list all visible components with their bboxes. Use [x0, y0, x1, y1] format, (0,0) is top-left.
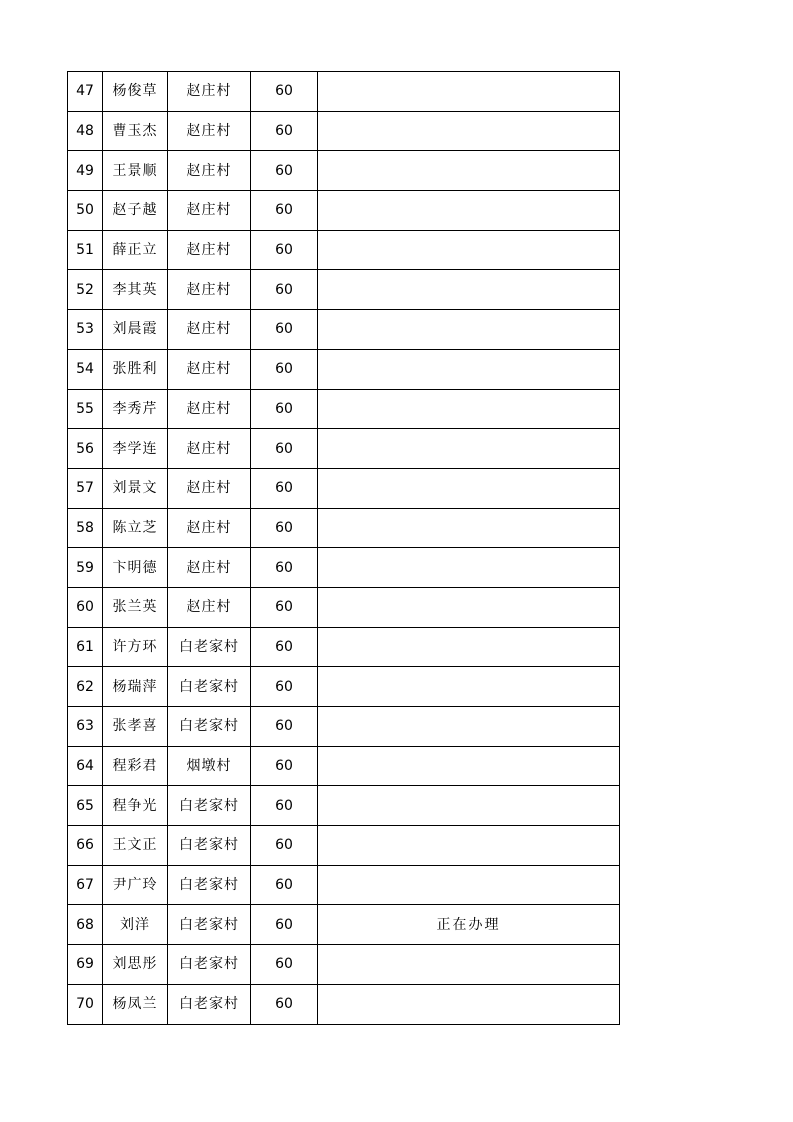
- row-number-cell: 68: [68, 905, 103, 945]
- note-cell: [318, 865, 620, 905]
- amount-cell: 60: [251, 707, 318, 747]
- table-row: [68, 865, 620, 905]
- village-cell: 烟墩村: [168, 746, 251, 786]
- name-cell: 张兰英: [103, 587, 168, 627]
- name-cell: 陈立芝: [103, 508, 168, 548]
- village-cell: 赵庄村: [168, 548, 251, 588]
- name-cell: 赵子越: [103, 191, 168, 231]
- table-row: [68, 905, 620, 945]
- village-cell: 赵庄村: [168, 508, 251, 548]
- village-cell: 白老家村: [168, 627, 251, 667]
- row-number-cell: 66: [68, 826, 103, 866]
- amount-cell: 60: [251, 230, 318, 270]
- amount-cell: 60: [251, 270, 318, 310]
- name-cell: 李秀芹: [103, 389, 168, 429]
- row-number-cell: 60: [68, 587, 103, 627]
- note-cell: [318, 151, 620, 191]
- name-cell: 杨俊草: [103, 72, 168, 112]
- name-cell: 杨瑞萍: [103, 667, 168, 707]
- village-cell: 赵庄村: [168, 429, 251, 469]
- village-cell: 赵庄村: [168, 349, 251, 389]
- village-cell: 白老家村: [168, 786, 251, 826]
- note-cell: [318, 945, 620, 985]
- row-number-cell: 67: [68, 865, 103, 905]
- note-cell: 正在办理: [318, 905, 620, 945]
- table-row: [68, 310, 620, 350]
- note-cell: [318, 191, 620, 231]
- amount-cell: 60: [251, 826, 318, 866]
- village-cell: 白老家村: [168, 984, 251, 1024]
- roster-table: [67, 71, 620, 1025]
- village-cell: 赵庄村: [168, 151, 251, 191]
- note-cell: [318, 429, 620, 469]
- village-cell: 白老家村: [168, 707, 251, 747]
- note-cell: [318, 548, 620, 588]
- roster-table-body: [68, 72, 620, 1025]
- row-number-cell: 64: [68, 746, 103, 786]
- note-cell: [318, 72, 620, 112]
- note-cell: [318, 587, 620, 627]
- table-row: [68, 984, 620, 1024]
- note-cell: [318, 667, 620, 707]
- name-cell: 刘洋: [103, 905, 168, 945]
- village-cell: 赵庄村: [168, 587, 251, 627]
- table-row: [68, 667, 620, 707]
- row-number-cell: 69: [68, 945, 103, 985]
- row-number-cell: 53: [68, 310, 103, 350]
- amount-cell: 60: [251, 627, 318, 667]
- amount-cell: 60: [251, 429, 318, 469]
- village-cell: 白老家村: [168, 905, 251, 945]
- table-row: [68, 468, 620, 508]
- row-number-cell: 59: [68, 548, 103, 588]
- amount-cell: 60: [251, 72, 318, 112]
- village-cell: 赵庄村: [168, 310, 251, 350]
- name-cell: 李其英: [103, 270, 168, 310]
- village-cell: 赵庄村: [168, 389, 251, 429]
- name-cell: 尹广玲: [103, 865, 168, 905]
- name-cell: 李学连: [103, 429, 168, 469]
- row-number-cell: 48: [68, 111, 103, 151]
- table-row: [68, 111, 620, 151]
- note-cell: [318, 230, 620, 270]
- row-number-cell: 47: [68, 72, 103, 112]
- name-cell: 王文正: [103, 826, 168, 866]
- table-row: [68, 945, 620, 985]
- amount-cell: 60: [251, 151, 318, 191]
- note-cell: [318, 627, 620, 667]
- amount-cell: 60: [251, 865, 318, 905]
- village-cell: 赵庄村: [168, 191, 251, 231]
- note-cell: [318, 468, 620, 508]
- name-cell: 刘晨霞: [103, 310, 168, 350]
- row-number-cell: 70: [68, 984, 103, 1024]
- row-number-cell: 63: [68, 707, 103, 747]
- amount-cell: 60: [251, 508, 318, 548]
- row-number-cell: 57: [68, 468, 103, 508]
- amount-cell: 60: [251, 548, 318, 588]
- row-number-cell: 56: [68, 429, 103, 469]
- note-cell: [318, 310, 620, 350]
- table-row: [68, 270, 620, 310]
- name-cell: 程争光: [103, 786, 168, 826]
- amount-cell: 60: [251, 984, 318, 1024]
- table-row: [68, 508, 620, 548]
- name-cell: 曹玉杰: [103, 111, 168, 151]
- row-number-cell: 52: [68, 270, 103, 310]
- table-row: [68, 548, 620, 588]
- note-cell: [318, 746, 620, 786]
- table-row: [68, 230, 620, 270]
- row-number-cell: 65: [68, 786, 103, 826]
- note-cell: [318, 984, 620, 1024]
- village-cell: 白老家村: [168, 667, 251, 707]
- note-cell: [318, 349, 620, 389]
- amount-cell: 60: [251, 310, 318, 350]
- amount-cell: 60: [251, 945, 318, 985]
- village-cell: 白老家村: [168, 826, 251, 866]
- village-cell: 赵庄村: [168, 72, 251, 112]
- name-cell: 许方环: [103, 627, 168, 667]
- name-cell: 刘思彤: [103, 945, 168, 985]
- name-cell: 卞明德: [103, 548, 168, 588]
- amount-cell: 60: [251, 349, 318, 389]
- amount-cell: 60: [251, 905, 318, 945]
- table-row: [68, 587, 620, 627]
- name-cell: 程彩君: [103, 746, 168, 786]
- village-cell: 赵庄村: [168, 468, 251, 508]
- amount-cell: 60: [251, 667, 318, 707]
- village-cell: 赵庄村: [168, 111, 251, 151]
- note-cell: [318, 270, 620, 310]
- table-row: [68, 429, 620, 469]
- name-cell: 张孝喜: [103, 707, 168, 747]
- row-number-cell: 50: [68, 191, 103, 231]
- name-cell: 杨凤兰: [103, 984, 168, 1024]
- table-row: [68, 151, 620, 191]
- note-cell: [318, 786, 620, 826]
- amount-cell: 60: [251, 746, 318, 786]
- amount-cell: 60: [251, 191, 318, 231]
- name-cell: 王景顺: [103, 151, 168, 191]
- row-number-cell: 62: [68, 667, 103, 707]
- name-cell: 刘景文: [103, 468, 168, 508]
- table-row: [68, 389, 620, 429]
- row-number-cell: 58: [68, 508, 103, 548]
- table-row: [68, 349, 620, 389]
- row-number-cell: 49: [68, 151, 103, 191]
- table-row: [68, 786, 620, 826]
- name-cell: 薛正立: [103, 230, 168, 270]
- village-cell: 赵庄村: [168, 270, 251, 310]
- village-cell: 白老家村: [168, 865, 251, 905]
- table-row: [68, 72, 620, 112]
- amount-cell: 60: [251, 389, 318, 429]
- village-cell: 白老家村: [168, 945, 251, 985]
- row-number-cell: 55: [68, 389, 103, 429]
- name-cell: 张胜利: [103, 349, 168, 389]
- amount-cell: 60: [251, 587, 318, 627]
- row-number-cell: 61: [68, 627, 103, 667]
- note-cell: [318, 508, 620, 548]
- table-row: [68, 707, 620, 747]
- table-row: [68, 826, 620, 866]
- row-number-cell: 54: [68, 349, 103, 389]
- table-row: [68, 191, 620, 231]
- amount-cell: 60: [251, 786, 318, 826]
- village-cell: 赵庄村: [168, 230, 251, 270]
- note-cell: [318, 707, 620, 747]
- table-row: [68, 746, 620, 786]
- amount-cell: 60: [251, 111, 318, 151]
- amount-cell: 60: [251, 468, 318, 508]
- row-number-cell: 51: [68, 230, 103, 270]
- table-row: [68, 627, 620, 667]
- note-cell: [318, 389, 620, 429]
- note-cell: [318, 111, 620, 151]
- note-cell: [318, 826, 620, 866]
